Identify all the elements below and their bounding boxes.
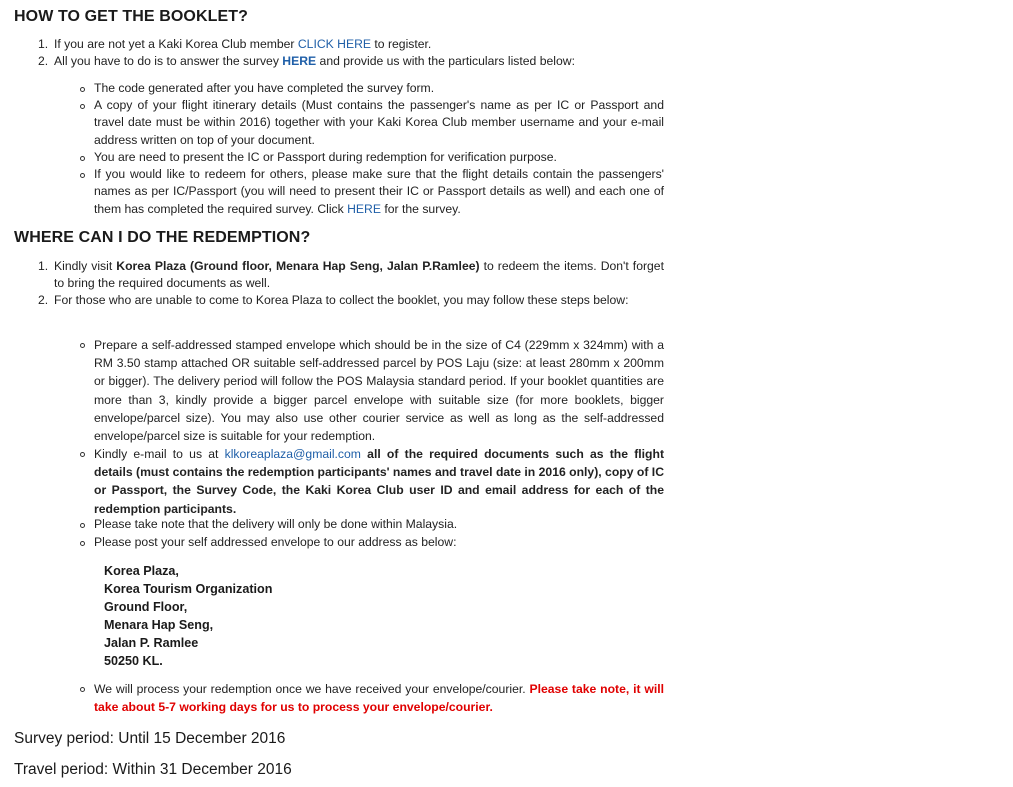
address-line-3: Ground Floor, [104,600,188,614]
redemption-bullet-2 [94,445,664,518]
redemption-item-2-number: 2. [38,293,49,307]
address-line-5: Jalan P. Ramlee [104,636,199,650]
redemption-location: Korea Plaza (Ground floor, Menara Hap Seng, Jalan P.Ramlee) [116,259,480,273]
booklet-bullet-4-text: If you would like to redeem for others, please make sure that the flight details contain the passengers' names as per IC/Passport (you will need to present their IC or Passport details as well) and each one of them has completed the required survey. Click [94,167,664,216]
survey-period: Survey period: Until 15 December 2016 [14,730,286,747]
bullet-icon [80,87,85,92]
booklet-bullet-2: A copy of your flight itinerary details (Must contains the passenger's name as per IC or Passport and travel date must be within 2016) together with your Kaki Korea Club member username and your e-mail address written on top of your document. [94,98,664,147]
survey-link[interactable]: HERE [282,54,317,68]
address-line-4: Menara Hap Seng, [104,618,214,632]
redemption-bullet-1: Prepare a self-addressed stamped envelope which should be in the size of C4 (229mm x 324mm) with a RM 3.50 stamp attached OR suitable self-addressed parcel by POS Laju (size: at least 280mm x 200mm or bigger). The delivery period will follow the POS Malaysia standard period. If your booklet quantities are more than 3, kindly provide a bigger parcel envelope with suitable size (for more booklets, bigger envelope/parcel size). You may also use other courier service as well as long as the self-addressed envelope/parcel size is suitable for your redemption. [94,338,664,444]
booklet-heading: HOW TO GET THE BOOKLET? [14,8,248,25]
travel-period: Travel period: Within 31 December 2016 [14,761,292,778]
booklet-item-2 [54,53,575,70]
bullet-icon [80,104,85,109]
address-line-2: Korea Tourism Organization [104,582,273,596]
redemption-heading: WHERE CAN I DO THE REDEMPTION? [14,229,311,246]
booklet-item-2-number: 2. [38,54,49,68]
redemption-item-1-number: 1. [38,259,49,273]
processing-warning: Please take note, it will take about 5-7 working days for us to process your envelope/courier. [94,682,664,715]
redemption-bullet-5 [94,680,664,716]
booklet-bullet-1: The code generated after you have completed the survey form. [94,81,435,95]
bullet-icon [80,687,85,692]
booklet-item-1-text: If you are not yet a Kaki Korea Club member [54,37,298,51]
booklet-item-2-suffix: and provide us with the particulars listed below: [316,54,575,68]
bullet-icon [80,523,85,528]
booklet-bullet-3: You are need to present the IC or Passport during redemption for verification purpose. [94,150,557,164]
survey-link-2[interactable]: HERE [347,201,381,216]
redemption-item-1-suffix: to redeem the items. Don't forget to bring the required documents as well. [54,259,664,291]
bullet-icon [80,541,85,546]
booklet-item-1-suffix: to register. [371,37,432,51]
address-line-6: 50250 KL. [104,654,163,668]
booklet-bullet-4-suffix: for the survey. [381,201,461,216]
register-link[interactable]: CLICK HERE [297,37,372,51]
redemption-bullet-4: Please post your self addressed envelope to our address as below: [94,535,457,549]
email-link[interactable]: klkoreaplaza@gmail.com [224,447,361,461]
bullet-icon [80,343,85,348]
bullet-icon [80,156,85,161]
redemption-item-2: For those who are unable to come to Korea Plaza to collect the booklet, you may follow these steps below: [54,293,629,307]
redemption-item-1-text: Kindly visit [54,259,117,273]
address-line-1: Korea Plaza, [104,564,179,578]
booklet-item-2-text: All you have to do is to answer the survey [54,54,283,68]
redemption-bullet-5-text: We will process your redemption once we have received your envelope/courier. [94,682,530,696]
redemption-bullet-3: Please take note that the delivery will only be done within Malaysia. [94,517,458,531]
redemption-bullet-2-text: Kindly e-mail to us at [94,447,225,461]
bullet-icon [80,452,85,457]
booklet-bullet-4 [94,166,664,218]
booklet-item-1 [54,36,431,53]
bullet-icon [80,173,85,178]
redemption-item-1 [54,258,664,293]
booklet-item-1-number: 1. [38,37,49,51]
redemption-bullet-2-bold: all of the required documents such as the flight details (must contains the redemption participants' names and travel date in 2016 only), copy of IC or Passport, the Survey Code, the Kaki Korea Club user ID and email address for each of the redemption participants. [94,447,665,516]
